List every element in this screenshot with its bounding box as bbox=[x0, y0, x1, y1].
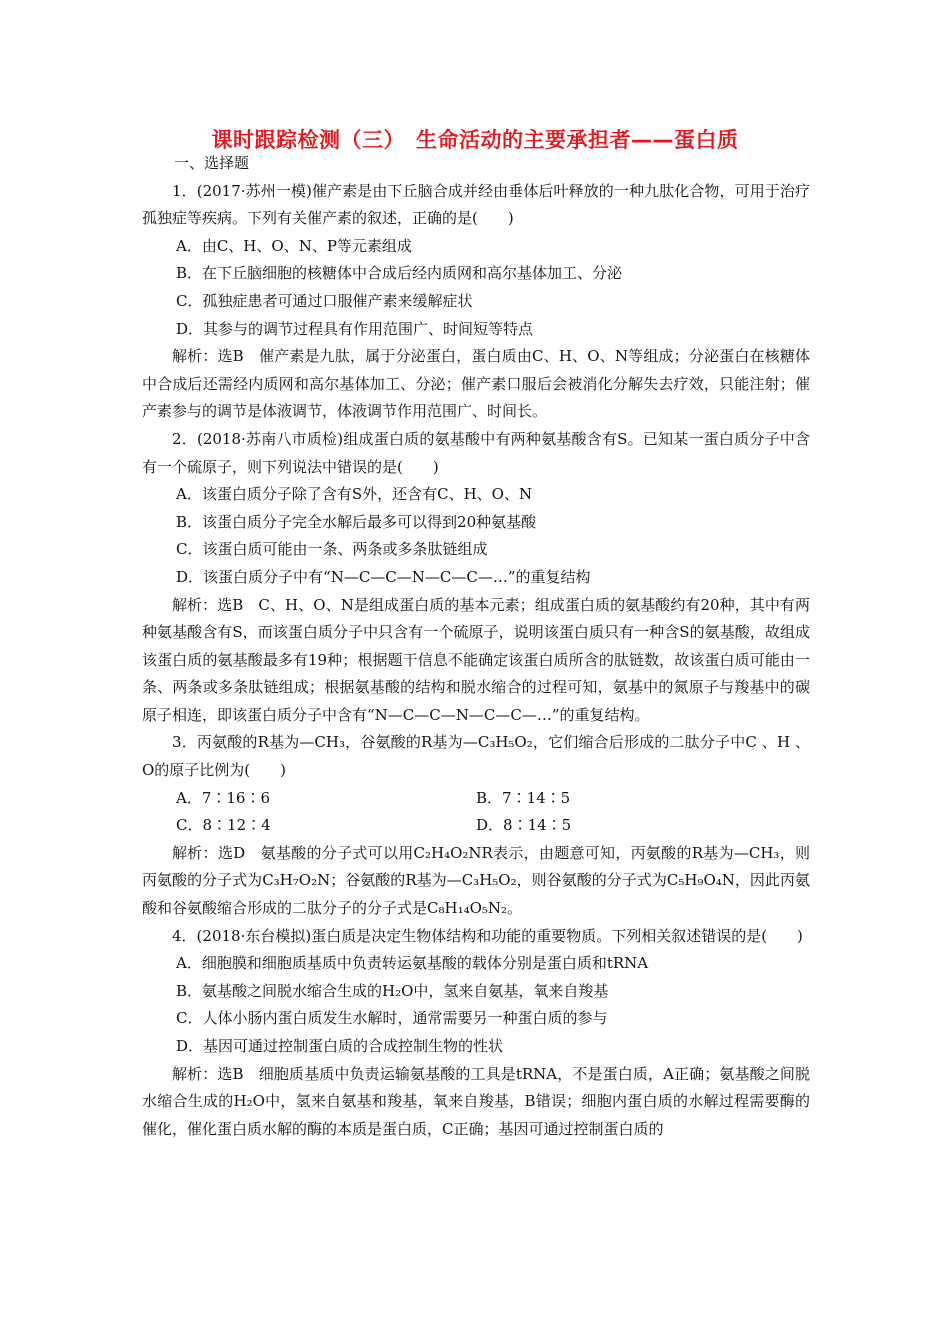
question-1-option-d: D．其参与的调节过程具有作用范围广、时间短等特点 bbox=[176, 319, 534, 338]
question-1-option-c: C．孤独症患者可通过口服催产素来缓解症状 bbox=[176, 291, 473, 310]
page-title: 课时跟踪检测（三） 生命活动的主要承担者——蛋白质 bbox=[211, 128, 739, 152]
question-3-option-d: D．8∶14∶5 bbox=[476, 816, 572, 835]
section-heading: 一、选择题 bbox=[174, 154, 250, 172]
question-4-option-d: D．基因可通过控制蛋白质的合成控制生物的性状 bbox=[176, 1037, 504, 1055]
question-4-stem: 4．(2018·东台模拟)蛋白质是决定生物体结构和功能的重要物质。下列相关叙述错误的是( ) bbox=[172, 926, 803, 945]
question-3-options-row-1 bbox=[142, 785, 810, 813]
question-3-analysis: 解析：选D 氨基酸的分子式可以用C₂H₄O₂NR表示，由题意可知，丙氨酸的R基为—CH₃，则丙氨酸的分子式为C₃H₇O₂N；谷氨酸的R基为—C₃H₅O₂，则谷氨酸的分子式为C₅H₉O₄N，因此丙氨酸和谷氨酸缩合形成的二肽分子的分子式是C₈H₁₄O₅N₂。 bbox=[142, 843, 810, 918]
question-4-option-c: C．人体小肠内蛋白质发生水解时，通常需要另一种蛋白质的参与 bbox=[176, 1009, 608, 1028]
question-1-stem: 1．(2017·苏州一模)催产素是由下丘脑合成并经由垂体后叶释放的一种九肽化合物，可用于治疗孤独症等疾病。下列有关催产素的叙述，正确的是( ) bbox=[142, 181, 810, 228]
question-2-option-d: D．该蛋白质分子中有“N—C—C—N—C—C—…”的重复结构 bbox=[176, 567, 591, 586]
question-3-option-b: B．7∶14∶5 bbox=[476, 788, 571, 807]
question-4-option-a: A．细胞膜和细胞质基质中负责转运氨基酸的载体分别是蛋白质和tRNA bbox=[176, 954, 649, 973]
question-2-option-c: C．该蛋白质可能由一条、两条或多条肽链组成 bbox=[176, 540, 488, 559]
question-1-analysis: 解析：选B 催产素是九肽，属于分泌蛋白，蛋白质由C、H、O、N等组成；分泌蛋白在核糖体中合成后还需经内质网和高尔基体加工、分泌；催产素口服后会被消化分解失去疗效，只能注射；催产素参与的调节是体液调节，体液调节作用范围广、时间长。 bbox=[142, 347, 810, 421]
question-2-option-b: B．该蛋白质分子完全水解后最多可以得到20种氨基酸 bbox=[176, 512, 537, 531]
question-2-stem: 2．(2018·苏南八市质检)组成蛋白质的氨基酸中有两种氨基酸含有S。已知某一蛋白质分子中含有一个硫原子，则下列说法中错误的是( ) bbox=[142, 429, 810, 476]
document-body bbox=[142, 150, 810, 1143]
question-3-option-a: A．7∶16∶6 bbox=[176, 788, 271, 807]
question-2-analysis: 解析：选B C、H、O、N是组成蛋白质的基本元素；组成蛋白质的氨基酸约有20种，其中有两种氨基酸含有S，而该蛋白质分子中只含有一个硫原子，说明该蛋白质只有一种含S的氨基酸，故组成该蛋白质的氨基酸最多有19种；根据题干信息不能确定该蛋白质所含的肽链数，故该蛋白质可能由一条、两条或多条肽链组成；根据氨基酸的结构和脱水缩合的过程可知，氨基中的氮原子与羧基中的碳原子相连，即该蛋白质分子中含有“N—C—C—N—C—C—…”的重复结构。 bbox=[142, 595, 810, 724]
question-4-analysis: 解析：选B 细胞质基质中负责运输氨基酸的工具是tRNA，不是蛋白质，A正确；氨基酸之间脱水缩合生成的H₂O中，氢来自氨基和羧基，氧来自羧基，B错误；细胞内蛋白质的水解过程需要酶的催化，催化蛋白质水解的酶的本质是蛋白质，C正确；基因可通过控制蛋白质的 bbox=[142, 1064, 810, 1138]
question-2-option-a: A．该蛋白质分子除了含有S外，还含有C、H、O、N bbox=[176, 485, 533, 504]
question-3-option-c: C．8∶12∶4 bbox=[176, 816, 271, 835]
question-4-option-b: B．氨基酸之间脱水缩合生成的H₂O中，氢来自氨基，氧来自羧基 bbox=[176, 981, 609, 1000]
question-1-option-b: B．在下丘脑细胞的核糖体中合成后经内质网和高尔基体加工、分泌 bbox=[176, 264, 623, 283]
question-1-option-a: A．由C、H、O、N、P等元素组成 bbox=[176, 236, 412, 255]
question-3-stem: 3．丙氨酸的R基为—CH₃，谷氨酸的R基为—C₃H₅O₂，它们缩合后形成的二肽分子中C 、H 、O的原子比例为( ) bbox=[142, 733, 810, 780]
question-3-options-row-2 bbox=[142, 812, 810, 840]
